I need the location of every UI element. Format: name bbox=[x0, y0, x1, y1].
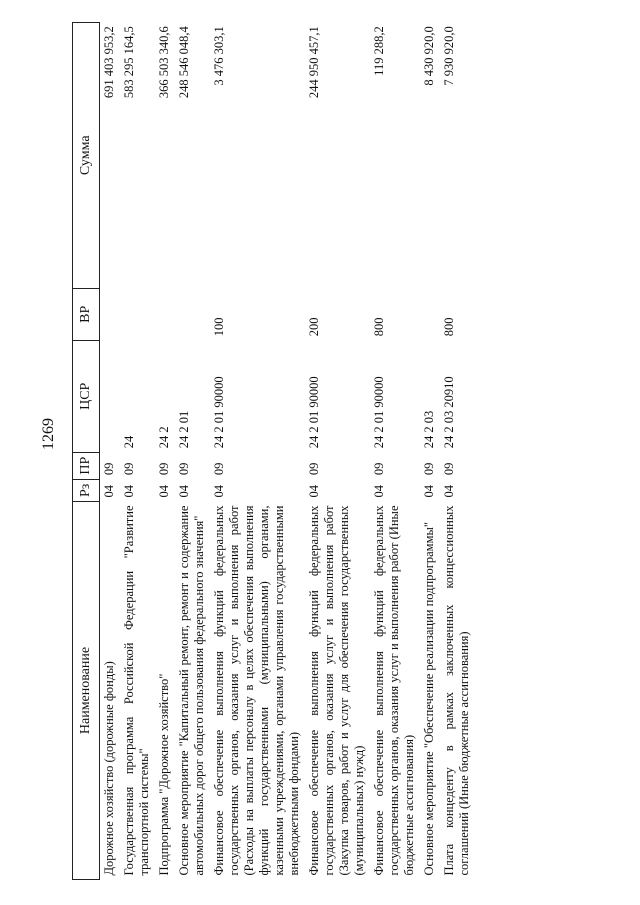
row-vr bbox=[420, 288, 440, 340]
row-vr: 800 bbox=[442, 317, 456, 337]
row-sum: 8 430 920,0 bbox=[422, 26, 436, 86]
row-name: Финансовое обеспечение выполнения функций федеральных государственных органов, оказания услуг и выполнения работ (Расходы на выплаты персоналу в целях обеспечения выполнения функций государственными (муниципальными) органами, казенными учреждениями, органами управления государственными внебюджетными фондами) bbox=[212, 505, 301, 876]
header-sum: Сумма bbox=[73, 22, 100, 288]
row-sum: 691 403 953,2 bbox=[102, 26, 116, 99]
row-sum: 248 546 048,4 bbox=[177, 26, 191, 99]
row-sum: 244 950 457,1 bbox=[307, 26, 321, 99]
row-name: Финансовое обеспечение выполнения функций федеральных государственных органов, оказания услуг и выполнения работ (Иные бюджетные ассигнования) bbox=[372, 505, 416, 876]
row-rz: 04 bbox=[307, 485, 321, 498]
row-vr: 100 bbox=[212, 317, 226, 337]
table-row bbox=[155, 22, 175, 879]
row-rz: 04 bbox=[157, 485, 171, 498]
table-row bbox=[100, 22, 121, 879]
row-name: Основное мероприятие "Обеспечение реализации подпрограммы" bbox=[422, 522, 436, 876]
row-sum: 3 476 303,1 bbox=[212, 26, 226, 86]
row-pr: 09 bbox=[157, 462, 171, 476]
row-pr: 09 bbox=[422, 462, 436, 476]
row-name: Государственная программа Российской Федерации "Развитие транспортной системы" bbox=[122, 505, 151, 876]
table-row bbox=[420, 22, 440, 879]
row-csr: 24 2 03 20910 bbox=[442, 376, 456, 449]
row-csr: 24 2 03 bbox=[422, 410, 436, 449]
row-pr: 09 bbox=[177, 462, 191, 476]
row-vr bbox=[100, 288, 121, 340]
row-pr: 09 bbox=[442, 462, 456, 476]
row-name: Плата концеденту в рамках заключенных концессионных соглашений (Иные бюджетные ассигнования) bbox=[442, 505, 471, 876]
row-csr: 24 2 01 bbox=[177, 410, 191, 449]
row-rz: 04 bbox=[122, 485, 136, 498]
row-rz: 04 bbox=[212, 485, 226, 498]
row-name: Подпрограмма "Дорожное хозяйство" bbox=[157, 673, 171, 876]
header-rz: Рз bbox=[73, 479, 100, 501]
row-csr: 24 2 01 90000 bbox=[212, 376, 226, 449]
row-csr: 24 2 01 90000 bbox=[307, 376, 321, 449]
table-row bbox=[175, 22, 210, 879]
table-row bbox=[370, 22, 420, 879]
row-csr: 24 bbox=[122, 435, 136, 449]
row-vr: 800 bbox=[372, 317, 386, 337]
table-row bbox=[120, 22, 155, 879]
table-row bbox=[210, 22, 305, 879]
row-pr: 09 bbox=[372, 462, 386, 476]
row-pr: 09 bbox=[122, 462, 136, 476]
row-pr: 09 bbox=[307, 462, 321, 476]
header-csr: ЦСР bbox=[73, 340, 100, 452]
header-vr: ВР bbox=[73, 288, 100, 340]
page-number-wrapper: 1269 bbox=[40, 418, 57, 450]
row-pr: 09 bbox=[102, 462, 116, 476]
row-rz: 04 bbox=[177, 485, 191, 498]
row-csr: 24 2 01 90000 bbox=[372, 376, 386, 449]
row-rz: 04 bbox=[442, 485, 456, 498]
row-rz: 04 bbox=[422, 485, 436, 498]
budget-table bbox=[72, 22, 475, 880]
table-row bbox=[440, 22, 475, 879]
row-sum: 119 288,2 bbox=[372, 26, 386, 76]
row-name: Основное мероприятие "Капитальный ремонт, ремонт и содержание автомобильных дорог общего пользования федерального значения" bbox=[177, 505, 206, 876]
row-name: Финансовое обеспечение выполнения функций федеральных государственных органов, оказания услуг и выполнения работ (Закупка товаров, работ и услуг для обеспечения государственных (муниципальных) нужд) bbox=[307, 505, 366, 876]
row-vr bbox=[175, 288, 210, 340]
row-vr bbox=[120, 288, 155, 340]
table-header-row bbox=[73, 22, 100, 879]
row-csr: 24 2 bbox=[157, 426, 171, 449]
row-name: Дорожное хозяйство (дорожные фонды) bbox=[102, 661, 116, 876]
row-rz: 04 bbox=[102, 485, 116, 498]
header-name: Наименование bbox=[73, 502, 100, 880]
header-pr: ПР bbox=[73, 452, 100, 479]
table-row bbox=[305, 22, 370, 879]
row-vr bbox=[155, 288, 175, 340]
row-pr: 09 bbox=[212, 462, 226, 476]
row-csr bbox=[100, 340, 121, 452]
row-sum: 7 930 920,0 bbox=[442, 26, 456, 86]
row-sum: 583 295 164,5 bbox=[122, 26, 136, 99]
row-rz: 04 bbox=[372, 485, 386, 498]
row-vr: 200 bbox=[307, 317, 321, 337]
row-sum: 366 503 340,6 bbox=[157, 26, 171, 99]
